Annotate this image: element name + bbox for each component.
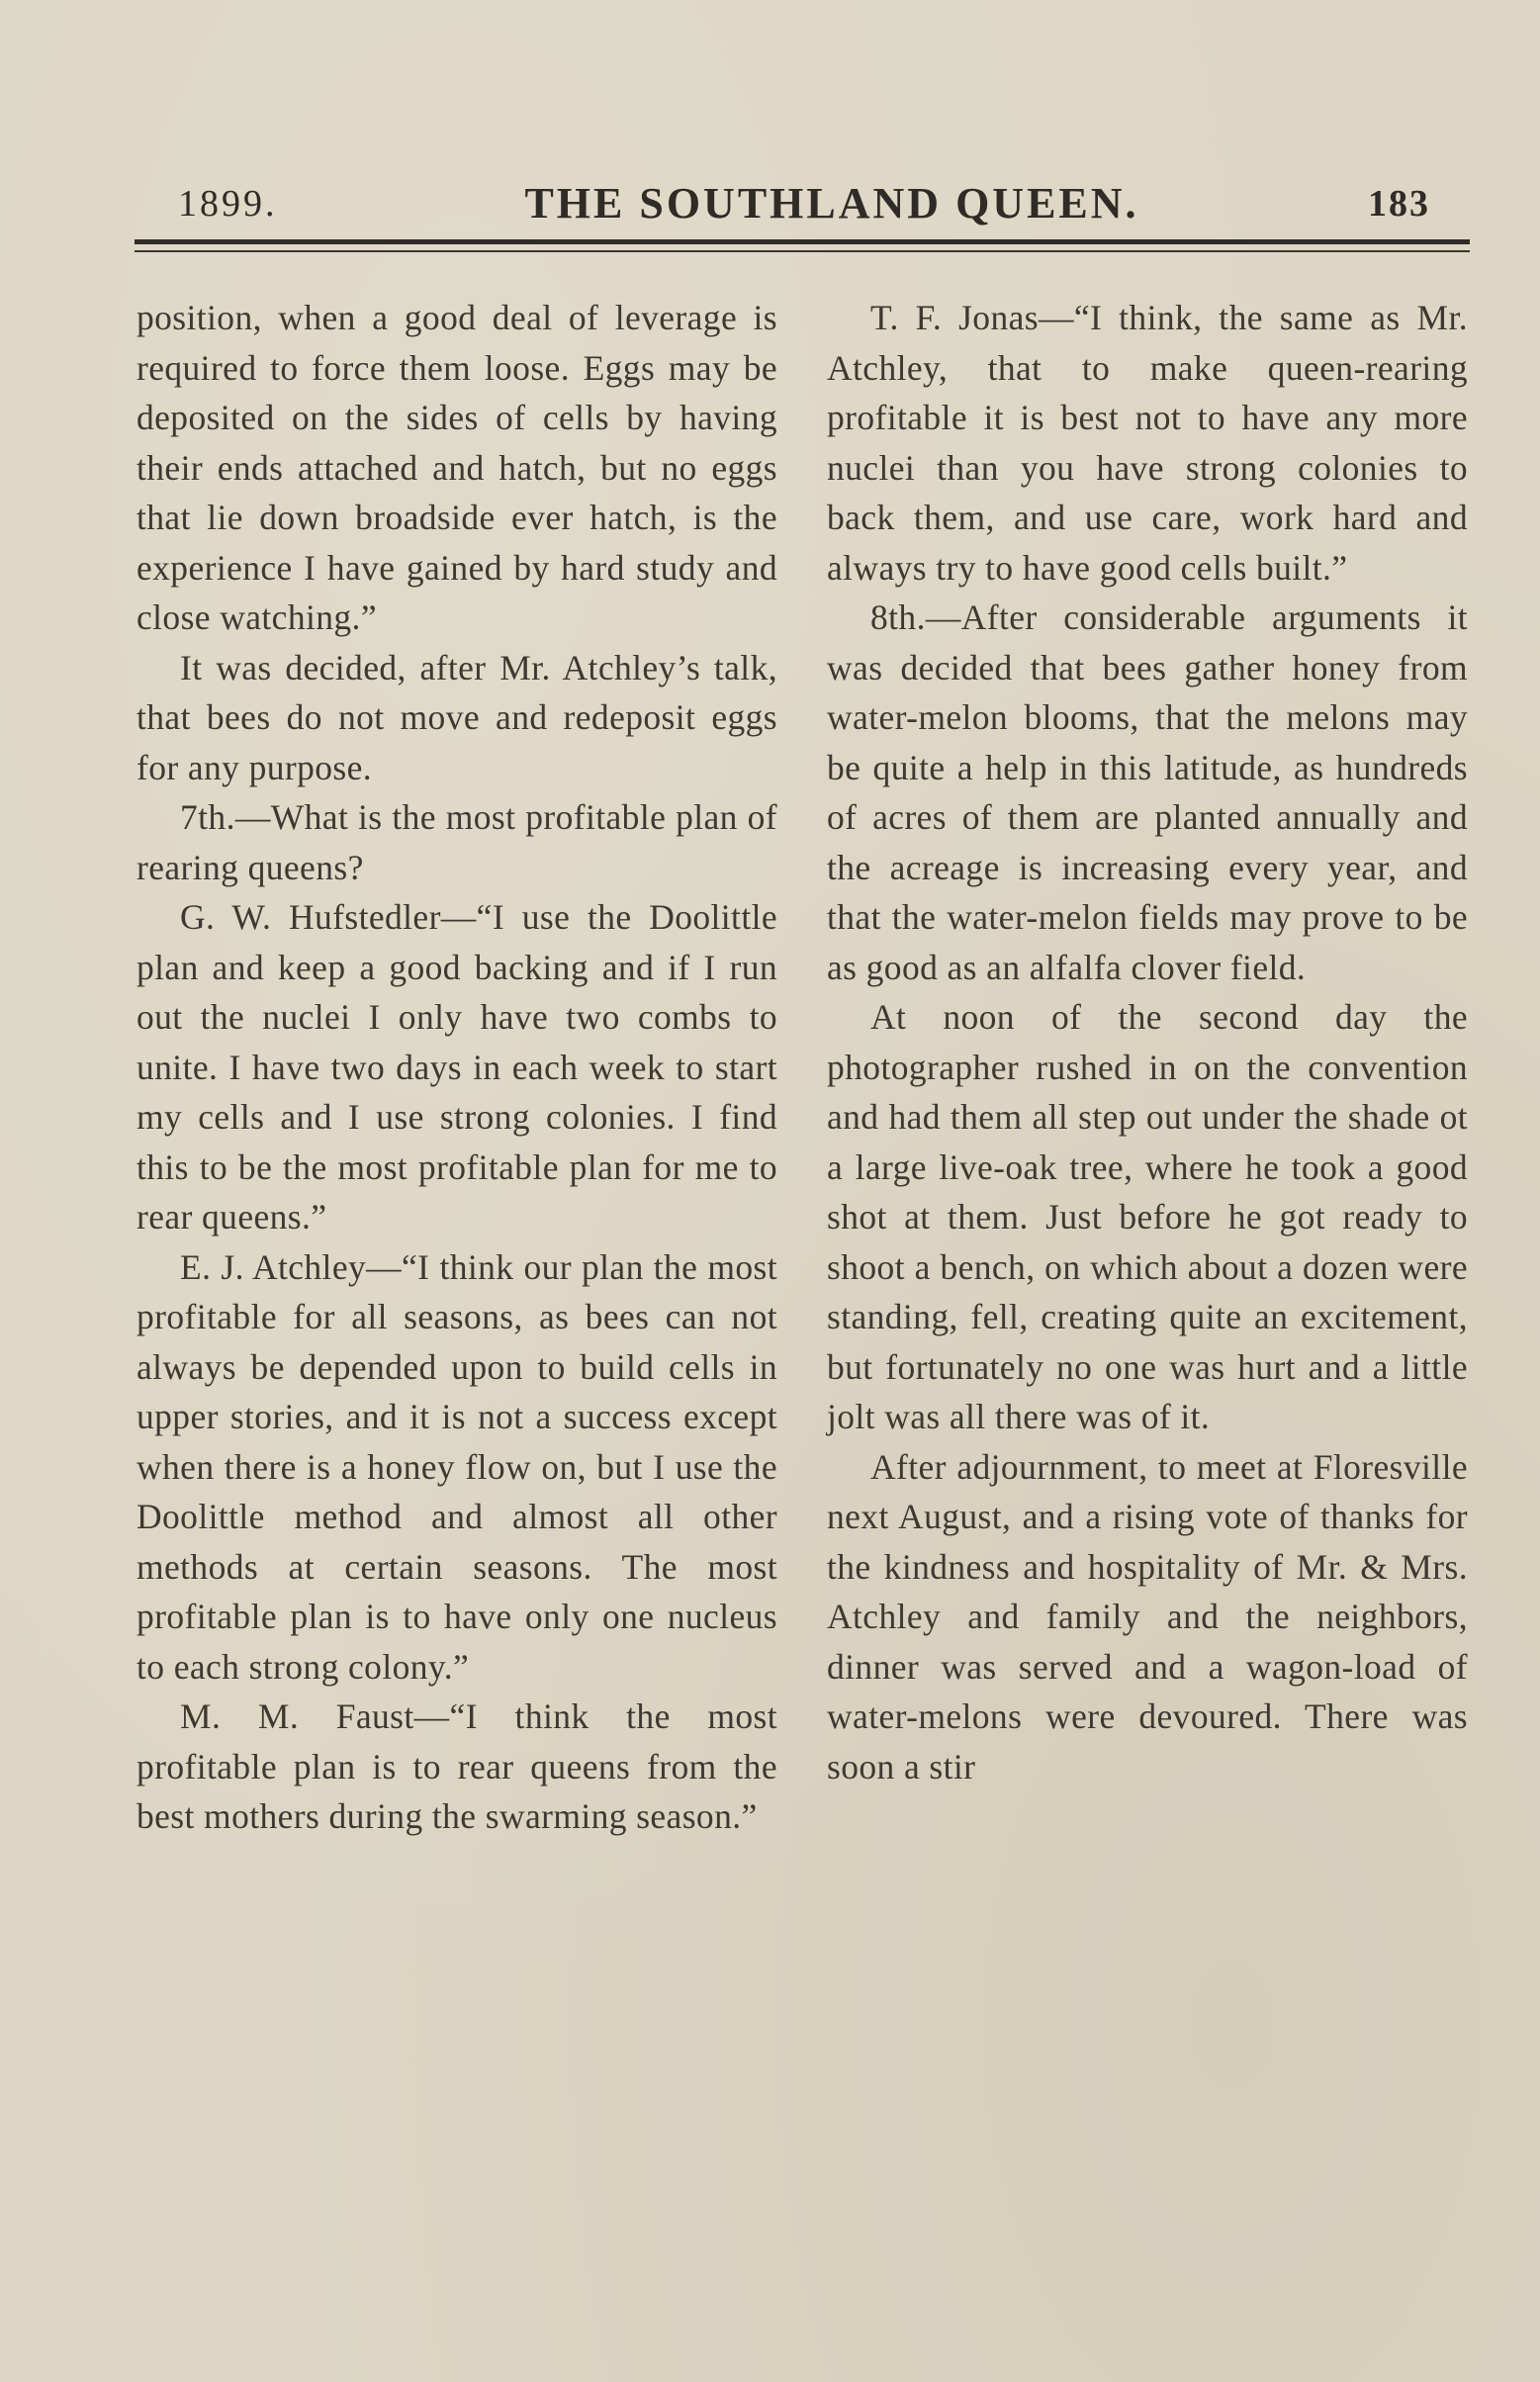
paragraph: At noon of the second day the photographer rushed in on the convention and had them all step out under the shade ot a large live-oak tree, where he took a good shot at them. Just before he got ready to shoot a bench, on which about a dozen were standing, fell, creating quite an excitement, but fortunately no one was hurt and a little jolt was all there was of it.	[827, 997, 1468, 1436]
right-column	[827, 293, 1468, 1791]
paragraph: G. W. Hufstedler—“I use the Doolittle plan and keep a good backing and if I run out the nuclei I only have two combs to unite. I have two days in each week to start my cells and I use strong colonies. I find this to be the most profitable plan for me to rear queens.”	[136, 897, 777, 1237]
header-year: 1899.	[178, 183, 278, 225]
left-column	[136, 293, 777, 1842]
paragraph: T. F. Jonas—“I think, the same as Mr. Atchley, that to make queen-rearing profitable it is best not to have any more nuclei than you have strong colonies to back them, and use care, work hard and always try to have good cells built.”	[827, 298, 1468, 588]
running-header	[135, 174, 1470, 229]
page-number: 183	[1368, 183, 1430, 225]
header-rule-thin	[135, 250, 1470, 252]
paragraph: It was decided, after Mr. Atchley’s talk, that bees do not move and redeposit eggs for any purpose.	[136, 647, 777, 787]
paragraph: position, when a good deal of leverage is required to force them loose. Eggs may be deposited on the sides of cells by having their ends attached and hatch, but no eggs that lie down broadside ever hatch, is the experience I have gained by hard study and close watching.”	[136, 298, 777, 637]
header-rule-thick	[135, 239, 1470, 244]
paragraph: E. J. Atchley—“I think our plan the most profitable for all seasons, as bees can not always be depended upon to build cells in upper stories, and it is not a success except when there is a honey flow on, but I use the Doolittle method and almost all other methods at certain seasons. The most profitable plan is to have only one nucleus to each strong colony.”	[136, 1246, 777, 1687]
paragraph: 8th.—After considerable arguments it was decided that bees gather honey from water-melon blooms, that the melons may be quite a help in this latitude, as hundreds of acres of them are planted annually and the acreage is increasing every year, and that the water-melon fields may prove to be as good as an alfalfa clover field.	[827, 597, 1468, 987]
paragraph: 7th.—What is the most profitable plan of rearing queens?	[136, 797, 777, 887]
journal-title: THE SOUTHLAND QUEEN.	[524, 179, 1139, 228]
paragraph: M. M. Faust—“I think the most profitable plan is to rear queens from the best mothers during the swarming season.”	[136, 1696, 777, 1836]
paragraph: After adjournment, to meet at Floresville next August, and a rising vote of thanks for the kindness and hospitality of Mr. & Mrs. Atchley and family and the neighbors, dinner was served and a wagon-load of water-melons were devoured. There was soon a stir	[827, 1446, 1468, 1786]
